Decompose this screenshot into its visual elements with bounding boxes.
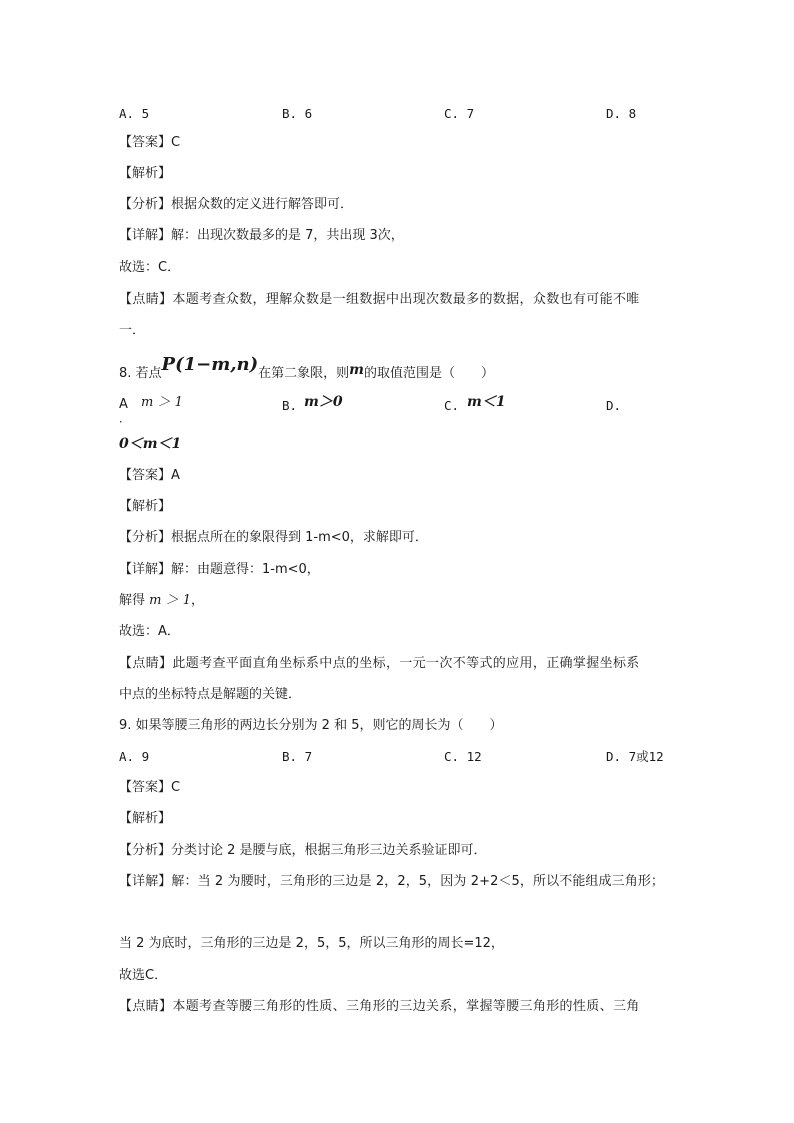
- q9-dianjing-line1: 【点睛】本题考查等腰三角形的性质、三角形的三边关系，掌握等腰三角形的性质、三角: [119, 999, 640, 1014]
- q8-option-c-label: C.: [444, 398, 460, 413]
- q8-analysis-title: 【解析】: [119, 499, 172, 514]
- q8-stem: [119, 354, 494, 384]
- q8-solve-suffix: ，: [191, 593, 205, 608]
- q8-stem-var: m: [349, 362, 364, 378]
- q7-option-d: D. 8: [606, 106, 637, 121]
- q7-fenxi: 【分析】根据众数的定义进行解答即可．: [119, 197, 354, 212]
- q8-fenxi: 【分析】根据点所在的象限得到 1-m<0，求解即可．: [119, 530, 428, 545]
- q8-choice: 故选：A．: [119, 624, 180, 639]
- q8-dianjing-line2: 中点的坐标特点是解题的关键．: [119, 687, 302, 702]
- q9-fenxi: 【分析】分类讨论 2 是腰与底，根据三角形三边关系验证即可．: [119, 843, 487, 858]
- q7-option-a: A. 5: [119, 106, 150, 121]
- q8-solve-value: m ＞ 1: [149, 593, 192, 608]
- q8-option-b-label: B.: [282, 398, 298, 413]
- q9-option-c: C. 12: [444, 749, 482, 764]
- q9-option-a: A. 9: [119, 749, 150, 764]
- q8-option-a-value: m ＞ 1: [141, 395, 183, 410]
- q8-option-a-dot: ．: [119, 412, 130, 425]
- q8-option-a-label: A: [119, 397, 128, 412]
- q7-answer: 【答案】C: [119, 135, 181, 150]
- q8-stem-prefix: 8. 若点: [119, 366, 162, 381]
- q8-option-d-value: 0＜m＜1: [119, 436, 182, 452]
- q8-stem-mid: 在第二象限，则: [258, 366, 350, 381]
- q8-dianjing-line1: 【点睛】此题考查平面直角坐标系中点的坐标，一元一次不等式的应用，正确掌握坐标系: [119, 656, 640, 671]
- q9-choice: 故选C．: [119, 968, 168, 983]
- q9-xiangjie-line2: 当 2 为底时，三角形的三边是 2，5，5，所以三角形的周长=12，: [119, 936, 504, 951]
- q9-xiangjie-line1: 【详解】解：当 2 为腰时，三角形的三边是 2，2，5，因为 2+2＜5，所以不能组成三角形；: [119, 874, 665, 889]
- q7-dianjing-line1: 【点睛】本题考查众数，理解众数是一组数据中出现次数最多的数据，众数也有可能不唯: [119, 292, 640, 307]
- q8-option-d-label: D.: [606, 398, 622, 413]
- q8-option-c-value: m＜1: [467, 394, 506, 410]
- q7-choice: 故选：C．: [119, 260, 181, 275]
- q8-solve: [119, 591, 204, 611]
- q9-analysis-title: 【解析】: [119, 811, 172, 826]
- q8-point-expression: P(1−m,n): [161, 354, 259, 375]
- q7-analysis-title: 【解析】: [119, 166, 172, 181]
- q8-solve-prefix: 解得: [119, 593, 146, 608]
- q9-option-b: B. 7: [282, 749, 313, 764]
- q8-option-b-value: m＞0: [304, 394, 343, 410]
- q9-answer: 【答案】C: [119, 780, 181, 795]
- q7-option-b: B. 6: [282, 106, 313, 121]
- q7-xiangjie: 【详解】解：出现次数最多的是 7，共出现 3次，: [119, 228, 404, 243]
- q8-xiangjie: 【详解】解：由题意得：1-m<0，: [119, 562, 320, 577]
- q8-stem-suffix: 的取值范围是（ ）: [363, 366, 494, 381]
- q9-option-d: D. 7或12: [606, 749, 664, 764]
- q9-stem: 9. 如果等腰三角形的两边长分别为 2 和 5，则它的周长为（ ）: [119, 718, 503, 733]
- q7-dianjing-line2: 一．: [119, 323, 146, 338]
- q7-option-c: C. 7: [444, 106, 475, 121]
- q8-answer: 【答案】A: [119, 468, 180, 483]
